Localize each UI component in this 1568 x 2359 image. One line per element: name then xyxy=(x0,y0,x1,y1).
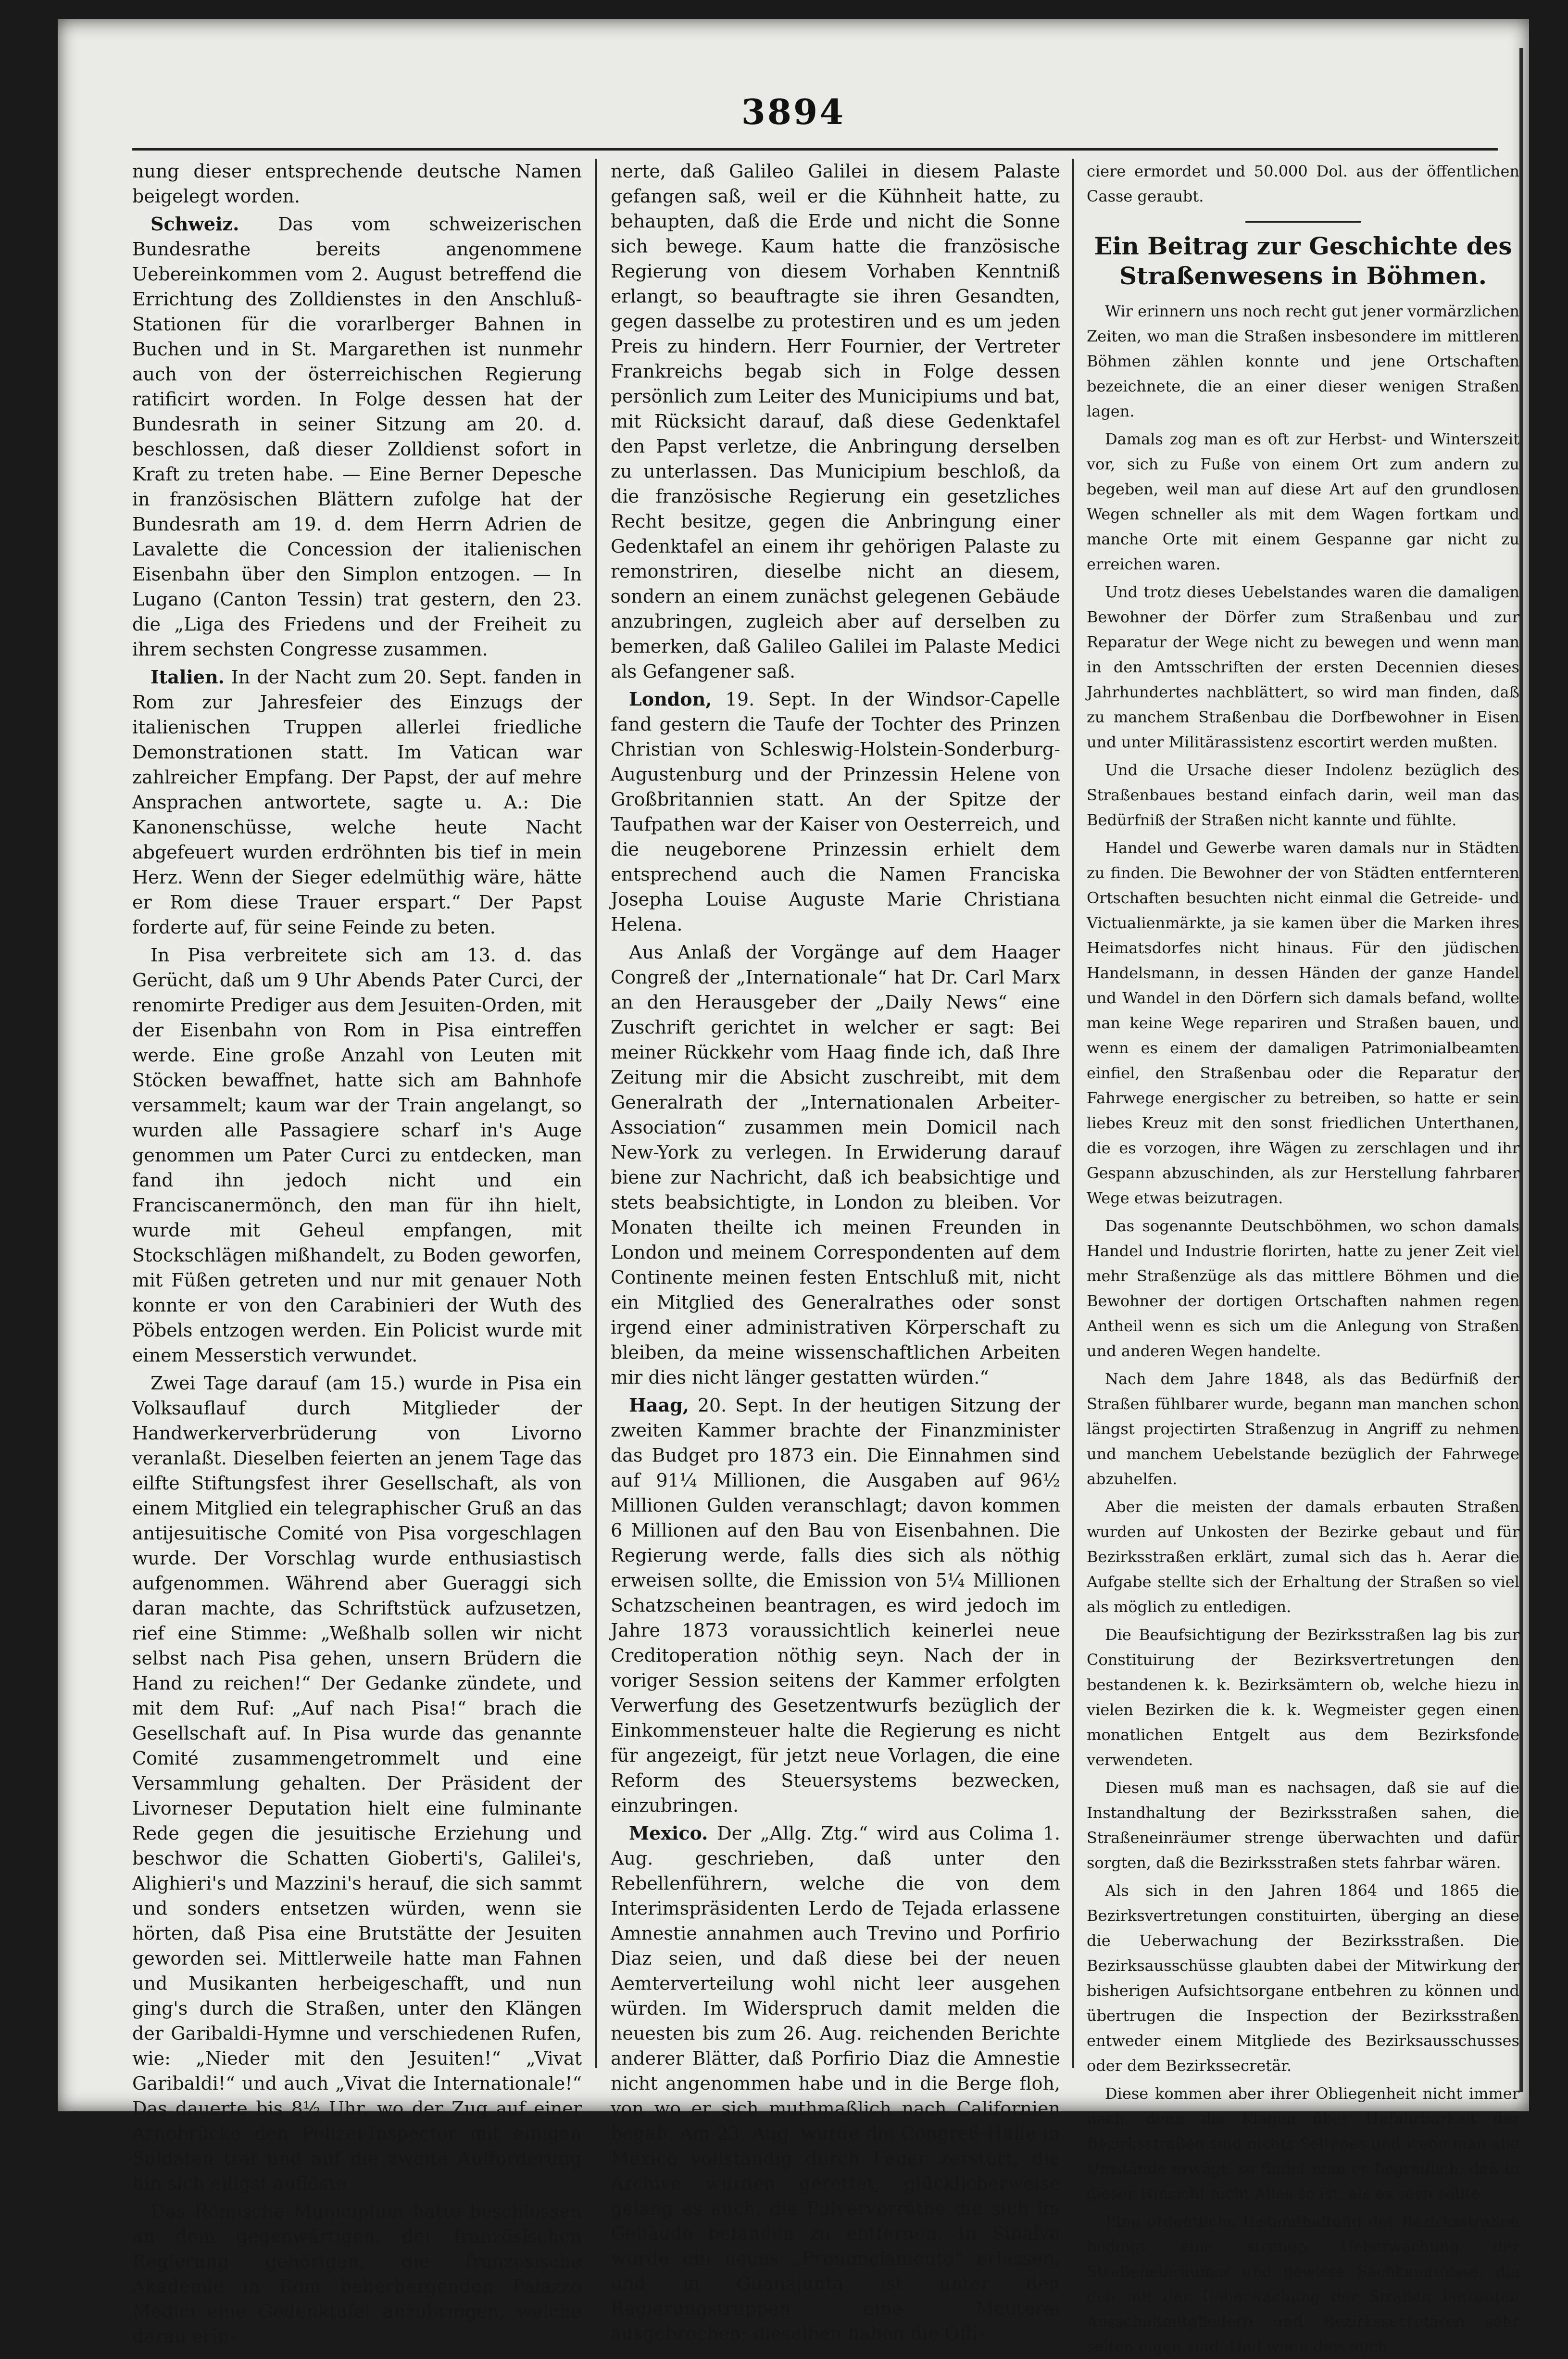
paragraph: Aus Anlaß der Vorgänge auf dem Haager Congreß der „Internationale“ hat Dr. Carl Marx an den Herausgeber der „Daily News“ eine Zuschrift gerichtet in welcher er sagt: Bei meiner Rückkehr vom Haag finde ich, daß Ihre Zeitung mir die Absicht zuschreibt, mit dem Generalrath der „Internationalen Arbeiter-Association“ zusammen mein Domicil nach New-York zu verlegen. In Erwiderung darauf biene zur Nachricht, daß ich beabsichtige und stets beabsichtigte, in London zu bleiben. Vor Monaten theilte ich meinen Freunden in London und meinem Correspondenten auf dem Continente meinen festen Entschluß mit, nicht ein Mitglied des Generalrathes oder sonst irgend einer administrativen Körperschaft zu bleiben, da meine wissenschaftlichen Arbeiten mir dies nicht länger gestatten würden.“ xyxy=(611,942,1060,1388)
paragraph-mexico: Mexico. Der „Allg. Ztg.“ wird aus Colima 1. Aug. geschrieben, daß unter den Rebellenführern, welche die von dem Interimspräsidenten Lerdo de Tejada erlassene Amnestie annahmen auch Trevino und Porfirio Diaz seien, und daß diese bei der neuen Aemterverteilung wohl nicht leer ausgehen würden. Im Widerspruch damit melden die neuesten bis zum 26. Aug. reichenden Berichte anderer Blätter, daß Porfirio Diaz die Amnestie nicht angenommen habe und in die Berge floh, von wo er sich muthmaßlich nach Californien begab. Am 23. Aug. wurde die Congreß-Halle in Mexico vollständig durch Feuer zerstört, die Archive wurden gerettet; glücklicherweise gelang es auch, die Pulvervorräthe die sich im Gebäude befanden zu entfernen. In Sinalva wurde ein neues „Pronunciamento“ erlassen, und in Guanajunta ist unter den Regierungstruppen eine Meuterei ausgebrochen; dieselben haben die Offi- xyxy=(611,1822,1060,2344)
newspaper-page xyxy=(58,19,1529,2356)
paragraph: Nach dem Jahre 1848, als das Bedürfniß der Straßen fühlbarer wurde, begann man manchen schon längst projectirten Straßenzug in Angriff zu nehmen und manchem Uebelstande bezüglich der Fahrwege abzuhelfen. xyxy=(1087,1370,1519,1488)
paragraph: Eine ordentliche Instandhaltung der Bezirksstraßen bedingt eine strenge Ueberwachung der Straßeneinräumer und gewisse Sachkenntnisse, die den mit der Ueberwachung der Straßen betrauten Ausschußmitgliedern und Bezirkssecretären sehr selten eigen sind. Und wenn dies auch xyxy=(1087,2212,1519,2356)
paragraph: Diese kommen aber ihrer Obliegenheit nicht immer nach, denn die Klagen über Unfahrbarkeit der Bezirksstraßen sind nichts Seltenes und wenn man alle Umstände erwägt, so findet man es begreiflich, daß in dieser Hinsicht nicht Alles so ist, als es seyn sollte. xyxy=(1087,2084,1519,2203)
column-1 xyxy=(132,159,582,2347)
paragraph: Und die Ursache dieser Indolenz bezüglich des Straßenbaues bestand einfach darin, weil man das Bedürfniß der Straßen nicht kannte und fühlte. xyxy=(1087,761,1519,829)
article-heading: Ein Beitrag zur Geschichte des Straßenwesens in Böhmen. xyxy=(1094,232,1512,290)
paragraph-london: London, 19. Sept. In der Windsor-Capelle fand gestern die Taufe der Tochter des Prinzen Christian von Schleswig-Holstein-Sonderburg-Augustenburg und der Prinzessin Helene von Großbritannien statt. An der Spitze der Taufpathen war der Kaiser von Oesterreich, und die neugeborene Prinzessin erhielt dem entsprechend auch die Namen Franciska Josepha Louise Auguste Marie Christiana Helena. xyxy=(611,688,1060,935)
paragraph: Und trotz dieses Uebelstandes waren die damaligen Bewohner der Dörfer zum Straßenbau und zur Reparatur der Wege nicht zu bewegen und wenn man in den Amtsschriften der ersten Decennien dieses Jahrhundertes nachblättert, so wird man finden, daß zu manchem Straßenbau die Dorfbewohner in Eisen und unter Militärassistenz escortirt werden mußten. xyxy=(1087,583,1519,751)
header-rule xyxy=(132,148,1498,151)
page-edge-rule xyxy=(1519,48,1523,2092)
paragraph-schweiz: Schweiz. Das vom schweizerischen Bundesrathe bereits angenommene Uebereinkommen vom 2. August betreffend die Errichtung des Zolldienstes in den Anschluß-Stationen für die vorarlberger Bahnen in Buchen und in St. Margarethen ist nunmehr auch von der österreichischen Regierung ratificirt worden. In Folge dessen hat der Bundesrath in seiner Sitzung am 20. d. beschlossen, daß dieser Zolldienst sofort in Kraft zu treten habe. — Eine Berner Depesche in französischen Blättern zufolge hat der Bundesrath am 19. d. dem Herrn Adrien de Lavalette die Concession der italienischen Eisenbahn über den Simplon entzogen. — In Lugano (Canton Tessin) trat gestern, den 23. die „Liga des Friedens und der Freiheit zu ihrem sechsten Congresse zusammen. xyxy=(132,213,582,660)
column-2 xyxy=(611,159,1060,2344)
section-rule xyxy=(1245,221,1361,223)
paragraph: Diesen muß man es nachsagen, daß sie auf die Instandhaltung der Bezirksstraßen sahen, die Straßeneinräumer strenge überwachten und dafür sorgten, daß die Bezirksstraßen stets fahrbar wären. xyxy=(1087,1779,1519,1872)
column-divider xyxy=(1072,159,1074,2068)
paragraph: Damals zog man es oft zur Herbst- und Winterszeit vor, sich zu Fuße von einem Ort zum andern zu begeben, weil man auf diese Art auf den grundlosen Wegen schneller als mit dem Wagen fortkam und manche Orte mit einem Gespanne gar nicht zu erreichen waren. xyxy=(1087,430,1519,573)
paragraph: nerte, daß Galileo Galilei in diesem Palaste gefangen saß, weil er die Kühnheit hatte, zu behaupten, daß die Erde und nicht die Sonne sich bewege. Kaum hatte die französische Regierung von diesem Vorhaben Kenntniß erlangt, so beauftragte sie ihren Gesandten, gegen dasselbe zu protestiren und es um jeden Preis zu hindern. Herr Fournier, der Vertreter Frankreichs begab sich in Folge dessen persönlich zum Leiter des Municipiums und bat, mit Rücksicht darauf, daß diese Gedenktafel den Papst verletze, die Anbringung derselben zu unterlassen. Das Municipium beschloß, da die französische Regierung ein gesetzliches Recht besitze, gegen die Anbringung einer Gedenktafel an einem ihr gehörigen Palaste zu remonstriren, dieselbe nicht an diesem, sondern an einem zunächst gelegenen Gebäude anzubringen, zugleich aber auf derselben zu bemerken, daß Galileo Galilei im Palaste Medici als Gefangener saß. xyxy=(611,161,1060,682)
column-divider xyxy=(595,159,597,2068)
paragraph: Aber die meisten der damals erbauten Straßen wurden auf Unkosten der Bezirke gebaut und für Bezirksstraßen erklärt, zumal sich das h. Aerar die Aufgabe stellte sich der Erhaltung der Straßen so viel als möglich zu entledigen. xyxy=(1087,1498,1519,1616)
paragraph: Die Beaufsichtigung der Bezirksstraßen lag bis zur Constituirung der Bezirksvertretungen den bestandenen k. k. Bezirksämtern ob, welche hiezu in vielen Bezirken die k. k. Wegmeister gegen einen monatlichen Entgelt aus dem Bezirksfonde verwendeten. xyxy=(1087,1626,1519,1769)
paragraph: Das Römische Municipium hatte beschlossen an dem gegenwärtigen, der französischen Regierung gehörigen, die französische Akademie in Rom beherbergenden Palazzo Medici eine Gedenktafel anzubringen, welche daran erin- xyxy=(132,2201,582,2347)
paragraph: nung dieser entsprechende deutsche Namen beigelegt worden. xyxy=(132,161,582,207)
paragraph: ciere ermordet und 50.000 Dol. aus der öffentlichen Casse geraubt. xyxy=(1087,162,1519,205)
page-number: 3894 xyxy=(741,91,846,132)
paragraph-italien: Italien. In der Nacht zum 20. Sept. fanden in Rom zur Jahresfeier des Einzugs der italienischen Truppen allerlei friedliche Demonstrationen statt. Im Vatican war zahlreicher Empfang. Der Papst, der auf mehre Ansprachen antwortete, sagte u. A.: Die Kanonenschüsse, welche heute Nacht abgefeuert wurden erdröhnten bis tief in mein Herz. Wenn der Sieger edelmüthig wäre, hätte er Rom diese Trauer erspart.“ Der Papst forderte auf, für seine Feinde zu beten. xyxy=(132,666,582,938)
paragraph: In Pisa verbreitete sich am 13. d. das Gerücht, daß um 9 Uhr Abends Pater Curci, der renomirte Prediger aus dem Jesuiten-Orden, mit der Eisenbahn von Rom in Pisa eintreffen werde. Eine große Anzahl von Leuten mit Stöcken bewaffnet, hatte sich am Bahnhofe versammelt; kaum war der Train angelangt, so wurden alle Passagiere scharf in's Auge genommen um Pater Curci zu entdecken, man fand ihn jedoch nicht und ein Franciscanermönch, den man für ihn hielt, wurde mit Geheul empfangen, mit Stockschlägen mißhandelt, zu Boden geworfen, mit Füßen getreten und nur mit genauer Noth konnte er von den Carabinieri der Wuth des Pöbels entzogen werden. Ein Policist wurde mit einem Messerstich verwundet. xyxy=(132,945,582,1366)
paragraph-haag: Haag, 20. Sept. In der heutigen Sitzung der zweiten Kammer brachte der Finanzminister das Budget pro 1873 ein. Die Einnahmen sind auf 91¼ Millionen, die Ausgaben auf 96½ Millionen Gulden veranschlagt; davon kommen 6 Millionen auf den Bau von Eisenbahnen. Die Regierung werde, falls dies sich als nöthig erweisen sollte, die Emission von 5¼ Millionen Schatzscheinen beantragen, es wird jedoch im Jahre 1873 voraussichtlich keinerlei neue Creditoperation nöthig seyn. Nach der in voriger Session seitens der Kammer erfolgten Verwerfung des Gesetzentwurfs bezüglich der Einkommensteuer halte die Regierung es nicht für angezeigt, für jetzt neue Vorlagen, die eine Reform des Steuersystems bezwecken, einzubringen. xyxy=(611,1394,1060,1816)
column-3 xyxy=(1087,159,1519,2356)
paragraph: Das sogenannte Deutschböhmen, wo schon damals Handel und Industrie florirten, hatte zu jener Zeit viel mehr Straßenzüge als das mittlere Böhmen und die Bewohner der dortigen Ortschaften nahmen regen Antheil wenn es sich um die Anlegung von Straßen und anderen Wegen handelte. xyxy=(1087,1217,1519,1360)
paragraph: Als sich in den Jahren 1864 und 1865 die Bezirksvertretungen constituirten, überging an diese die Ueberwachung der Bezirksstraßen. Die Bezirksausschüsse glaubten dabei der Mitwirkung der bisherigen Aufsichtsorgane entbehren zu können und übertrugen die Inspection der Bezirksstraßen entweder einem Mitgliede des Bezirksausschusses oder dem Bezirkssecretär. xyxy=(1087,1881,1519,2075)
paragraph: Wir erinnern uns noch recht gut jener vormärzlichen Zeiten, wo man die Straßen insbesondere im mittleren Böhmen zählen konnte und jene Ortschaften bezeichnete, die an einer dieser wenigen Straßen lagen. xyxy=(1087,302,1519,420)
paragraph: Zwei Tage darauf (am 15.) wurde in Pisa ein Volksauflauf durch Mitglieder der Handwerkerverbrüderung von Livorno veranlaßt. Dieselben feierten an jenem Tage das eilfte Stiftungsfest ihrer Gesellschaft, als von einem Mitglied ein telegraphischer Gruß an das antijesuitische Comité von Pisa vorgeschlagen wurde. Der Vorschlag wurde enthusiastisch aufgenommen. Während aber Gueraggi sich daran machte, das Schriftstück aufzusetzen, rief eine Stimme: „Weßhalb sollen wir nicht selbst nach Pisa gehen, unsern Brüdern die Hand zu reichen!“ Der Gedanke zündete, und mit dem Ruf: „Auf nach Pisa!“ brach die Gesellschaft auf. In Pisa wurde das genannte Comité zusammengetrommelt und eine Versammlung gehalten. Der Präsident der Livorneser Deputation hielt eine fulminante Rede gegen die jesuitische Erziehung und beschwor die Schatten Gioberti's, Galilei's, Alighieri's und Mazzini's herauf, die sich sammt und sonders entsetzen würden, wenn sie hörten, daß Pisa eine Brutstätte der Jesuiten geworden sei. Mittlerweile hatte man Fahnen und Musikanten herbeigeschafft, und nun ging's durch die Straßen, unter den Klängen der Garibaldi-Hymne und verschiedenen Rufen, wie: „Nieder mit den Jesuiten!“ „Vivat Garibaldi!“ und auch „Vivat die Internationale!“ Das dauerte bis 8½ Uhr, wo der Zug auf einer Arnobrücke den Polizei-Inspector mit einigen Soldaten traf und auf die zweite Aufforderung hin sich eiligst auflöste. xyxy=(132,1373,582,2194)
paragraph: Handel und Gewerbe waren damals nur in Städten zu finden. Die Bewohner der von Städten entfernteren Ortschaften besuchten nicht einmal die Getreide- und Victualienmärkte, ja sie kamen über die Marken ihres Heimatsdorfes nicht hinaus. Für den jüdischen Handelsmann, in dessen Händen der ganze Handel und Wandel in den Dörfern sich damals befand, wollte man keine Wege repariren und Straßen bauen, und wenn es einem der damaligen Patrimonialbeamten einfiel, den Straßenbau oder die Reparatur der Fahrwege energischer zu betreiben, so hatte er sein liebes Kreuz mit den sonst friedlichen Unterthanen, die es vorzogen, ihre Wägen zu zerschlagen und ihr Gespann abzuschinden, als zur Herstellung fahrbarer Wege etwas beizutragen. xyxy=(1087,839,1519,1207)
